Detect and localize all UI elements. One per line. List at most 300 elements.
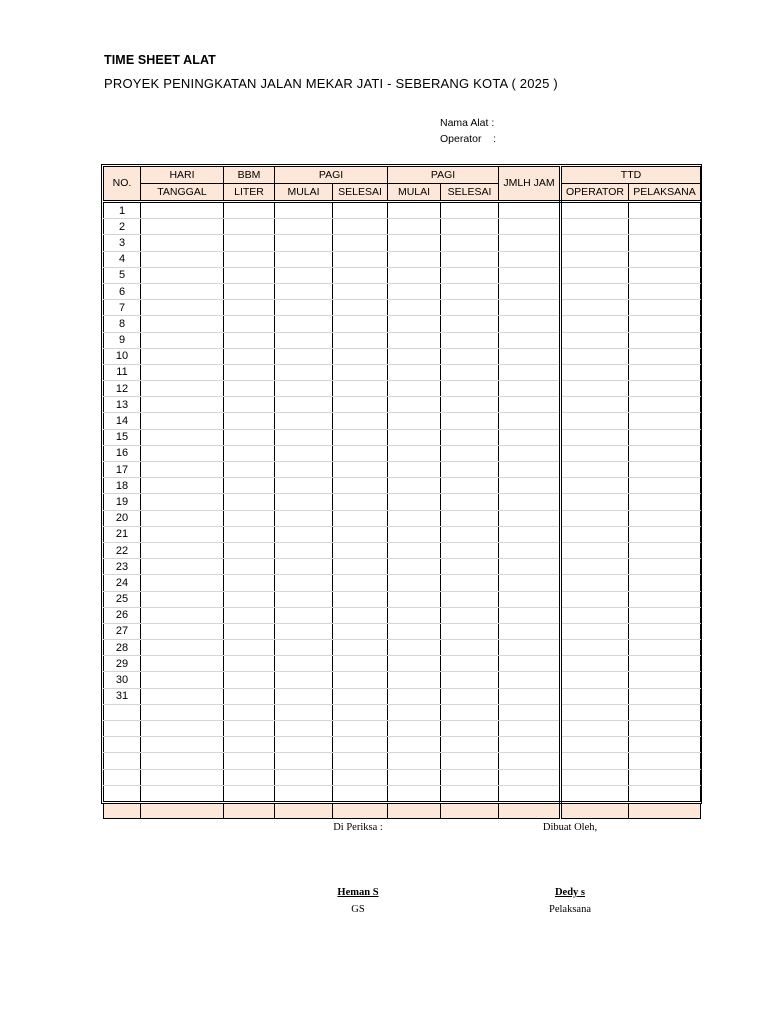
- table-cell: [441, 283, 499, 299]
- table-cell: [333, 332, 388, 348]
- table-cell: [333, 429, 388, 445]
- table-row: [104, 607, 701, 623]
- table-cell: [388, 300, 441, 316]
- table-cell: [388, 445, 441, 461]
- table-cell: [629, 494, 701, 510]
- table-cell: [275, 672, 333, 688]
- row-number: 3: [104, 235, 141, 251]
- table-cell: [388, 462, 441, 478]
- table-cell: [388, 510, 441, 526]
- table-cell: [499, 640, 561, 656]
- table-cell: [561, 510, 629, 526]
- table-cell: [388, 656, 441, 672]
- table-cell: [561, 202, 629, 219]
- checked-by-name: Heman S: [337, 887, 379, 898]
- table-cell: [499, 672, 561, 688]
- table-row: [104, 413, 701, 429]
- table-cell: [629, 381, 701, 397]
- row-number: 25: [104, 591, 141, 607]
- made-by-label: Dibuat Oleh,: [542, 822, 598, 833]
- table-cell: [499, 251, 561, 267]
- table-cell: [275, 721, 333, 737]
- table-cell: [561, 413, 629, 429]
- table-cell: [561, 429, 629, 445]
- table-cell: [333, 202, 388, 219]
- table-cell: [141, 300, 224, 316]
- table-cell: [141, 332, 224, 348]
- table-cell: [388, 753, 441, 769]
- total-cell: [104, 802, 141, 818]
- table-cell: [561, 251, 629, 267]
- table-row: [104, 235, 701, 251]
- table-cell: [629, 672, 701, 688]
- table-row: [104, 332, 701, 348]
- table-cell: [275, 462, 333, 478]
- table-row: [104, 397, 701, 413]
- header-hari: HARI: [141, 167, 224, 184]
- table-cell: [275, 526, 333, 542]
- table-cell: [224, 640, 275, 656]
- table-cell: [629, 251, 701, 267]
- table-cell: [275, 445, 333, 461]
- table-cell: [224, 591, 275, 607]
- table-cell: [561, 381, 629, 397]
- table-cell: [441, 235, 499, 251]
- table-cell: [441, 300, 499, 316]
- table-cell: [561, 688, 629, 704]
- table-cell: [333, 267, 388, 283]
- table-cell: [224, 300, 275, 316]
- table-cell: [224, 364, 275, 380]
- table-row: [104, 478, 701, 494]
- table-cell: [388, 494, 441, 510]
- table-cell: [388, 640, 441, 656]
- table-cell: [275, 640, 333, 656]
- table-cell: [275, 316, 333, 332]
- table-row: [104, 737, 701, 753]
- table-cell: [629, 721, 701, 737]
- table-cell: [561, 494, 629, 510]
- table-cell: [275, 235, 333, 251]
- table-cell: [441, 785, 499, 802]
- table-cell: [499, 737, 561, 753]
- table-cell: [561, 526, 629, 542]
- table-cell: [441, 542, 499, 558]
- table-cell: [141, 316, 224, 332]
- document-title: TIME SHEET ALAT: [104, 53, 216, 67]
- row-number: 23: [104, 559, 141, 575]
- header-no: NO.: [104, 167, 141, 202]
- timesheet-table: [103, 166, 701, 819]
- table-cell: [141, 785, 224, 802]
- table-row: [104, 640, 701, 656]
- table-cell: [441, 381, 499, 397]
- table-cell: [499, 332, 561, 348]
- table-cell: [388, 623, 441, 639]
- table-cell: [499, 591, 561, 607]
- total-cell: [499, 802, 561, 818]
- table-cell: [561, 462, 629, 478]
- table-cell: [224, 251, 275, 267]
- header-selesai-2: SELESAI: [441, 184, 499, 202]
- table-cell: [141, 623, 224, 639]
- table-cell: [224, 445, 275, 461]
- table-cell: [333, 397, 388, 413]
- table-cell: [388, 332, 441, 348]
- table-cell: [499, 526, 561, 542]
- table-cell: [499, 704, 561, 720]
- table-cell: [224, 737, 275, 753]
- row-number: 28: [104, 640, 141, 656]
- table-cell: [333, 510, 388, 526]
- table-cell: [224, 721, 275, 737]
- table-cell: [141, 429, 224, 445]
- table-cell: [224, 656, 275, 672]
- table-cell: [441, 688, 499, 704]
- row-number: [104, 753, 141, 769]
- table-cell: [224, 478, 275, 494]
- table-cell: [224, 769, 275, 785]
- table-cell: [388, 202, 441, 219]
- row-number: 2: [104, 219, 141, 235]
- row-number: [104, 737, 141, 753]
- row-number: 10: [104, 348, 141, 364]
- table-cell: [441, 607, 499, 623]
- table-cell: [629, 688, 701, 704]
- table-cell: [275, 575, 333, 591]
- total-cell: [224, 802, 275, 818]
- table-cell: [441, 640, 499, 656]
- table-cell: [499, 316, 561, 332]
- table-row: [104, 542, 701, 558]
- table-cell: [333, 542, 388, 558]
- row-number: 16: [104, 445, 141, 461]
- table-cell: [333, 494, 388, 510]
- table-cell: [333, 364, 388, 380]
- table-cell: [275, 267, 333, 283]
- table-cell: [441, 623, 499, 639]
- table-cell: [499, 202, 561, 219]
- table-cell: [333, 413, 388, 429]
- table-cell: [561, 721, 629, 737]
- table-cell: [629, 235, 701, 251]
- table-cell: [629, 753, 701, 769]
- row-number: 9: [104, 332, 141, 348]
- table-cell: [629, 478, 701, 494]
- table-cell: [333, 283, 388, 299]
- table-cell: [499, 494, 561, 510]
- table-cell: [629, 348, 701, 364]
- table-cell: [499, 542, 561, 558]
- table-cell: [224, 688, 275, 704]
- table-cell: [499, 559, 561, 575]
- row-number: [104, 704, 141, 720]
- table-cell: [388, 785, 441, 802]
- table-cell: [441, 332, 499, 348]
- table-cell: [388, 737, 441, 753]
- table-cell: [561, 559, 629, 575]
- table-cell: [141, 462, 224, 478]
- table-cell: [141, 559, 224, 575]
- table-cell: [629, 316, 701, 332]
- header-bbm: BBM: [224, 167, 275, 184]
- table-cell: [275, 429, 333, 445]
- checked-by-role: GS: [351, 904, 365, 915]
- table-cell: [275, 656, 333, 672]
- table-cell: [141, 656, 224, 672]
- table-cell: [629, 462, 701, 478]
- table-cell: [333, 688, 388, 704]
- total-cell: [141, 802, 224, 818]
- row-number: 13: [104, 397, 141, 413]
- table-cell: [388, 704, 441, 720]
- table-cell: [388, 251, 441, 267]
- table-cell: [224, 785, 275, 802]
- table-row: [104, 462, 701, 478]
- table-cell: [441, 462, 499, 478]
- table-cell: [224, 575, 275, 591]
- table-cell: [629, 704, 701, 720]
- table-cell: [141, 381, 224, 397]
- table-row: [104, 672, 701, 688]
- table-cell: [275, 364, 333, 380]
- table-cell: [333, 640, 388, 656]
- table-cell: [275, 348, 333, 364]
- table-cell: [224, 332, 275, 348]
- table-cell: [499, 283, 561, 299]
- table-row: [104, 559, 701, 575]
- table-cell: [388, 381, 441, 397]
- table-cell: [499, 413, 561, 429]
- table-cell: [629, 332, 701, 348]
- table-cell: [141, 526, 224, 542]
- table-row: [104, 688, 701, 704]
- table-cell: [561, 348, 629, 364]
- row-number: 11: [104, 364, 141, 380]
- table-cell: [499, 478, 561, 494]
- table-cell: [275, 413, 333, 429]
- table-cell: [499, 348, 561, 364]
- table-cell: [141, 267, 224, 283]
- table-cell: [388, 769, 441, 785]
- table-cell: [333, 623, 388, 639]
- project-subtitle: PROYEK PENINGKATAN JALAN MEKAR JATI - SEBERANG KOTA ( 2025 ): [104, 76, 558, 91]
- table-cell: [629, 542, 701, 558]
- table-cell: [141, 283, 224, 299]
- table-row: [104, 721, 701, 737]
- table-cell: [333, 575, 388, 591]
- table-cell: [388, 316, 441, 332]
- table-cell: [499, 235, 561, 251]
- table-cell: [441, 769, 499, 785]
- row-number: 5: [104, 267, 141, 283]
- table-cell: [629, 283, 701, 299]
- table-cell: [388, 478, 441, 494]
- table-cell: [388, 688, 441, 704]
- row-number: 20: [104, 510, 141, 526]
- row-number: 30: [104, 672, 141, 688]
- table-cell: [561, 316, 629, 332]
- table-cell: [441, 364, 499, 380]
- table-cell: [388, 364, 441, 380]
- table-cell: [333, 721, 388, 737]
- table-cell: [499, 364, 561, 380]
- table-cell: [441, 348, 499, 364]
- table-cell: [499, 688, 561, 704]
- table-cell: [499, 429, 561, 445]
- made-by-name: Dedy s: [554, 887, 586, 898]
- table-cell: [561, 445, 629, 461]
- table-cell: [275, 251, 333, 267]
- header-selesai-1: SELESAI: [333, 184, 388, 202]
- header-pagi-1: PAGI: [275, 167, 388, 184]
- table-cell: [441, 575, 499, 591]
- total-cell: [388, 802, 441, 818]
- table-cell: [275, 510, 333, 526]
- table-cell: [333, 656, 388, 672]
- row-number: [104, 721, 141, 737]
- table-cell: [333, 737, 388, 753]
- table-cell: [388, 575, 441, 591]
- table-cell: [629, 429, 701, 445]
- table-cell: [141, 202, 224, 219]
- table-cell: [275, 332, 333, 348]
- row-number: 17: [104, 462, 141, 478]
- table-cell: [561, 542, 629, 558]
- table-cell: [441, 478, 499, 494]
- row-number: 31: [104, 688, 141, 704]
- table-cell: [275, 202, 333, 219]
- table-cell: [441, 591, 499, 607]
- row-number: 4: [104, 251, 141, 267]
- table-cell: [499, 510, 561, 526]
- table-cell: [441, 219, 499, 235]
- table-cell: [224, 510, 275, 526]
- table-cell: [561, 672, 629, 688]
- table-cell: [499, 397, 561, 413]
- table-row: [104, 510, 701, 526]
- table-cell: [141, 348, 224, 364]
- header-operator: OPERATOR: [561, 184, 629, 202]
- table-cell: [629, 510, 701, 526]
- table-cell: [388, 267, 441, 283]
- table-cell: [141, 753, 224, 769]
- table-cell: [499, 219, 561, 235]
- table-cell: [141, 478, 224, 494]
- table-cell: [275, 300, 333, 316]
- table-cell: [141, 737, 224, 753]
- table-row: [104, 219, 701, 235]
- table-cell: [561, 478, 629, 494]
- table-cell: [388, 607, 441, 623]
- table-cell: [388, 672, 441, 688]
- table-cell: [441, 704, 499, 720]
- table-cell: [275, 397, 333, 413]
- table-cell: [629, 640, 701, 656]
- row-number: [104, 769, 141, 785]
- table-row: [104, 267, 701, 283]
- table-cell: [275, 381, 333, 397]
- table-cell: [333, 445, 388, 461]
- table-cell: [224, 607, 275, 623]
- table-row: [104, 251, 701, 267]
- header-mulai-2: MULAI: [388, 184, 441, 202]
- table-cell: [388, 348, 441, 364]
- table-cell: [141, 219, 224, 235]
- table-cell: [275, 753, 333, 769]
- table-cell: [629, 559, 701, 575]
- table-row: [104, 429, 701, 445]
- table-cell: [333, 381, 388, 397]
- header-pagi-2: PAGI: [388, 167, 499, 184]
- table-cell: [629, 526, 701, 542]
- table-cell: [499, 575, 561, 591]
- total-cell: [561, 802, 629, 818]
- table-row: [104, 785, 701, 802]
- made-by-role: Pelaksana: [549, 904, 591, 915]
- row-number: 19: [104, 494, 141, 510]
- table-row: [104, 753, 701, 769]
- total-cell: [333, 802, 388, 818]
- table-cell: [333, 785, 388, 802]
- table-cell: [224, 397, 275, 413]
- table-cell: [141, 607, 224, 623]
- table-cell: [141, 235, 224, 251]
- header-tanggal: TANGGAL: [141, 184, 224, 202]
- table-cell: [141, 397, 224, 413]
- table-row: [104, 348, 701, 364]
- table-cell: [333, 704, 388, 720]
- row-number: 24: [104, 575, 141, 591]
- table-cell: [224, 413, 275, 429]
- table-cell: [333, 753, 388, 769]
- table-cell: [561, 364, 629, 380]
- table-cell: [441, 251, 499, 267]
- table-cell: [275, 769, 333, 785]
- table-row: [104, 283, 701, 299]
- table-cell: [224, 235, 275, 251]
- table-cell: [141, 688, 224, 704]
- table-cell: [224, 462, 275, 478]
- table-cell: [561, 640, 629, 656]
- table-cell: [224, 542, 275, 558]
- table-row: [104, 769, 701, 785]
- table-cell: [441, 721, 499, 737]
- table-cell: [561, 300, 629, 316]
- table-cell: [441, 429, 499, 445]
- table-row: [104, 202, 701, 219]
- table-cell: [499, 785, 561, 802]
- table-cell: [629, 219, 701, 235]
- table-cell: [561, 267, 629, 283]
- operator-label: Operator :: [440, 133, 497, 145]
- header-liter: LITER: [224, 184, 275, 202]
- table-cell: [275, 478, 333, 494]
- header-jmlh-jam: JMLH JAM: [499, 167, 561, 202]
- table-cell: [388, 721, 441, 737]
- table-cell: [141, 510, 224, 526]
- table-cell: [561, 769, 629, 785]
- table-cell: [629, 607, 701, 623]
- table-cell: [224, 559, 275, 575]
- table-cell: [629, 785, 701, 802]
- table-cell: [275, 607, 333, 623]
- table-cell: [388, 526, 441, 542]
- table-row: [104, 526, 701, 542]
- table-cell: [388, 413, 441, 429]
- table-cell: [141, 704, 224, 720]
- table-row: [104, 575, 701, 591]
